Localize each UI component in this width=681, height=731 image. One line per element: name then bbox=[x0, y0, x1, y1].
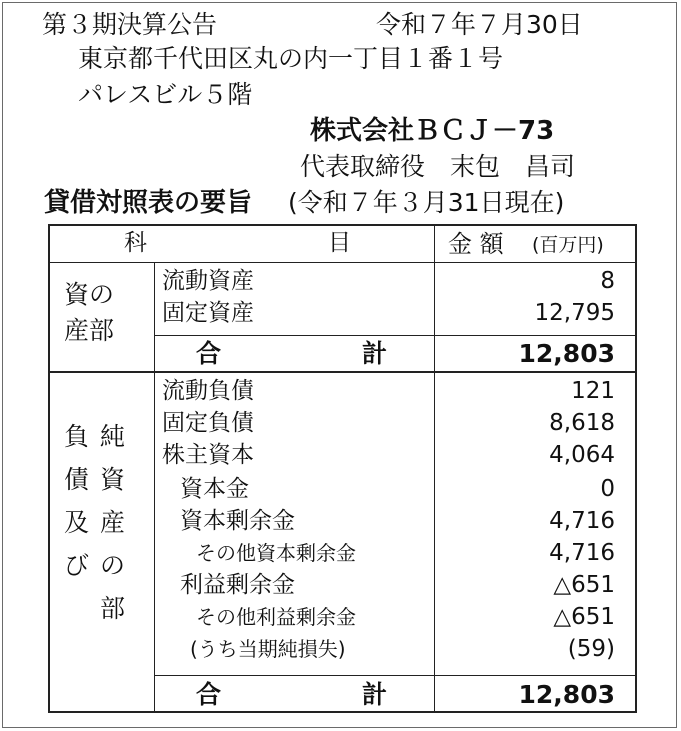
balance-sheet-table bbox=[48, 224, 637, 713]
assets-total-right: 計 bbox=[362, 339, 388, 368]
liab-section-char: 純 bbox=[100, 422, 126, 451]
liab-section-col1 bbox=[64, 424, 89, 596]
liab-section-char: 産 bbox=[100, 508, 126, 537]
header-item-left: 科 bbox=[124, 230, 147, 256]
liab-section-char: 部 bbox=[100, 594, 126, 623]
asset-row-value: 8 bbox=[600, 268, 615, 294]
asset-row-value: 12,795 bbox=[534, 300, 615, 326]
liab-total-left: 合 bbox=[196, 680, 222, 709]
divider-assets-total bbox=[154, 335, 635, 336]
liab-section-char: の bbox=[100, 551, 126, 580]
liab-section-char: 債 bbox=[64, 465, 90, 494]
assets-total-left: 合 bbox=[196, 339, 222, 368]
liab-row-label: (うち当期純損失) bbox=[190, 637, 346, 661]
liab-row-label: 資本金 bbox=[180, 476, 249, 502]
liab-row-value: 0 bbox=[600, 476, 615, 502]
liab-row-label: その他資本剰余金 bbox=[196, 541, 356, 565]
liab-row-value: △651 bbox=[553, 604, 615, 630]
liab-row-label: その他利益剰余金 bbox=[196, 605, 356, 629]
company-address-line2: パレスビル５階 bbox=[78, 80, 253, 109]
header-amount: 金 額 bbox=[448, 230, 504, 258]
company-name: 株式会社ＢＣＪ－73 bbox=[310, 116, 555, 146]
assets-section-label-1: 資の bbox=[64, 280, 115, 309]
liab-section-char: 負 bbox=[64, 422, 90, 451]
asset-row-label: 流動資産 bbox=[162, 268, 254, 294]
liab-row-label: 利益剰余金 bbox=[180, 572, 295, 598]
assets-total-value: 12,803 bbox=[518, 339, 615, 368]
header-item-right: 目 bbox=[328, 230, 351, 256]
divider-header bbox=[50, 262, 635, 263]
divider-amount-col bbox=[434, 226, 435, 711]
company-address-line1: 東京都千代田区丸の内一丁目１番１号 bbox=[78, 44, 504, 73]
liab-row-label: 流動負債 bbox=[162, 378, 254, 404]
notice-date: 令和７年７月30日 bbox=[376, 10, 583, 39]
liab-row-label: 株主資本 bbox=[162, 442, 254, 468]
liab-row-value: △651 bbox=[553, 572, 615, 598]
divider-assets-end bbox=[50, 371, 635, 373]
liab-row-label: 資本剰余金 bbox=[180, 508, 295, 534]
assets-section-label-2: 産部 bbox=[64, 316, 115, 345]
liab-row-value: 4,064 bbox=[549, 442, 615, 468]
divider-liab-total bbox=[154, 675, 635, 676]
header-unit: (百万円) bbox=[532, 234, 604, 256]
liab-row-value: 121 bbox=[571, 378, 615, 404]
balance-sheet-heading: 貸借対照表の要旨 bbox=[44, 188, 253, 218]
liab-total-value: 12,803 bbox=[518, 680, 615, 709]
liab-row-value: (59) bbox=[567, 636, 615, 662]
liab-section-char: び bbox=[64, 551, 90, 580]
liab-row-label: 固定負債 bbox=[162, 410, 254, 436]
liab-section-char: 資 bbox=[100, 465, 126, 494]
asset-row-label: 固定資産 bbox=[162, 300, 254, 326]
liab-row-value: 8,618 bbox=[549, 410, 615, 436]
liab-row-value: 4,716 bbox=[549, 508, 615, 534]
divider-section-col bbox=[154, 262, 155, 711]
liab-section-char: 及 bbox=[64, 508, 90, 537]
liab-total-right: 計 bbox=[362, 680, 388, 709]
representative: 代表取締役 末包 昌司 bbox=[300, 152, 576, 181]
balance-sheet-period: (令和７年３月31日現在) bbox=[288, 188, 565, 217]
liab-section-col2 bbox=[100, 424, 125, 639]
notice-title: 第３期決算公告 bbox=[42, 10, 218, 39]
liab-row-value: 4,716 bbox=[549, 540, 615, 566]
